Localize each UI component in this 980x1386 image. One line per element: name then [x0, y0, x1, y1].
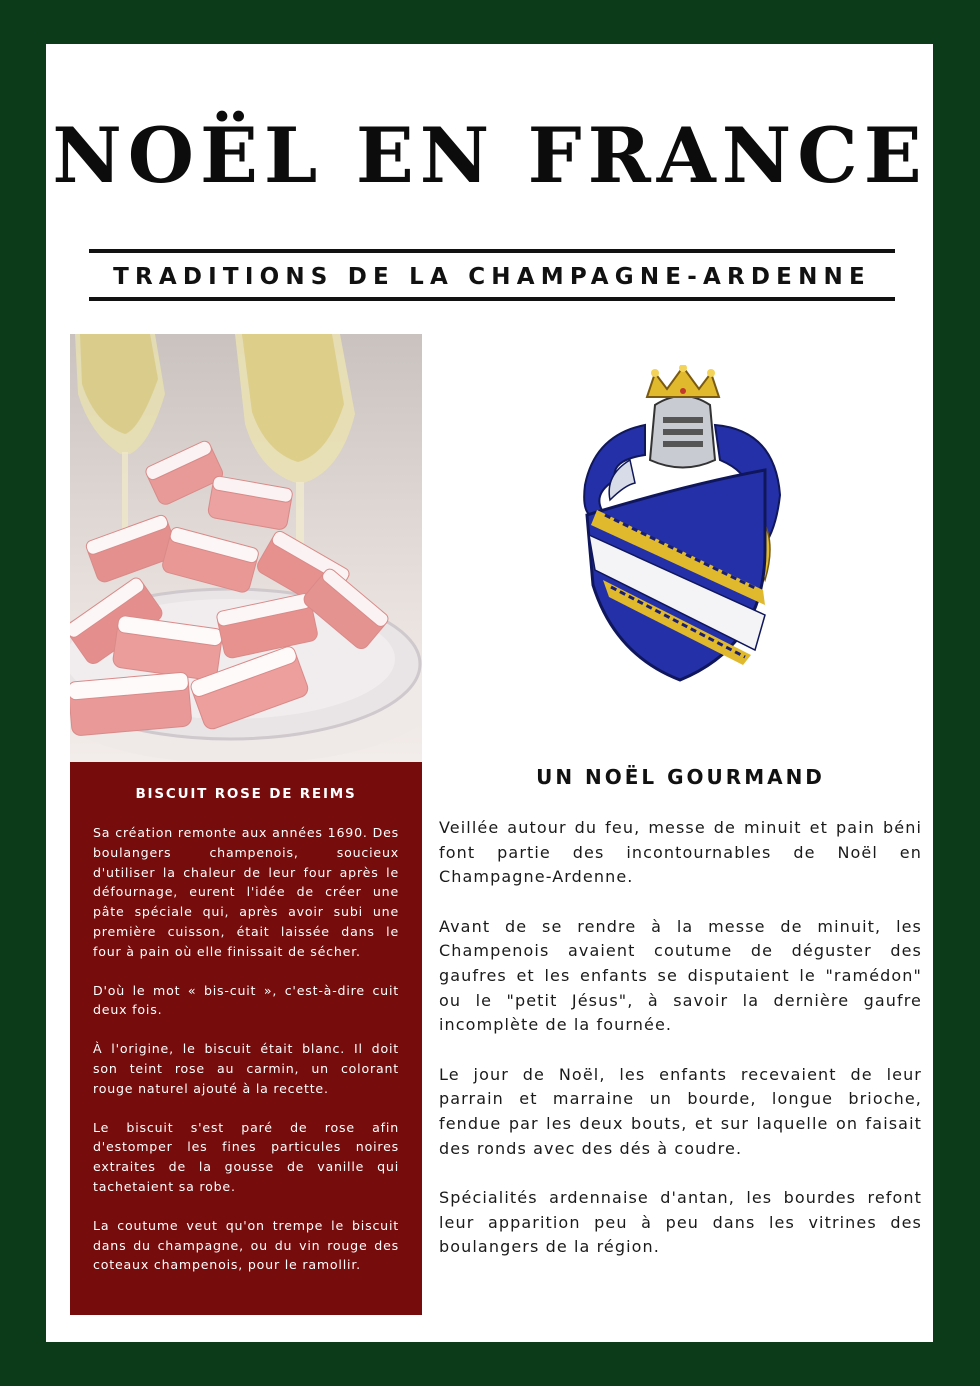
main-article [439, 762, 922, 1285]
panel-paragraph: La coutume veut qu'on trempe le biscuit dans du champagne, ou du vin rouge des coteaux champenois, pour le ramollir. [93, 1217, 399, 1273]
article-paragraph: Le jour de Noël, les enfants recevaient de leur parrain et marraine un bourde, longue brioche, fendue par les deux bouts, et sur laquelle on faisait des ronds avec des dés à coudre. [439, 1064, 922, 1158]
panel-paragraph: Le biscuit s'est paré de rose afin d'estomper les fines particules noires extraites de la gousse de vanille qui tachetaient sa robe. [93, 1119, 399, 1194]
page-title: NOËL EN FRANCE [52, 111, 928, 200]
page-sheet [46, 44, 933, 1342]
panel-paragraph: Sa création remonte aux années 1690. Des boulangers champenois, soucieux d'utiliser la chaleur de leur four après le défournage, eurent l'idée de créer une pâte spéciale qui, après avoir subi une première cuisson, était laissée dans le four à pain où elle finissait de sécher. [93, 825, 399, 959]
article-heading: UN NOËL GOURMAND [536, 765, 825, 789]
biscuit-photo [70, 334, 422, 762]
panel-heading: BISCUIT ROSE DE REIMS [135, 786, 357, 802]
article-paragraph: Avant de se rendre à la messe de minuit, les Champenois avaient coutume de déguster des gaufres et les enfants se disputaient le "ramédon" ou le "petit Jésus", à savoir la dernière gaufre incomplète de la fournée. [439, 916, 922, 1035]
coat-of-arms-emblem [575, 365, 790, 685]
title-rule-top [89, 249, 895, 253]
panel-paragraph: À l'origine, le biscuit était blanc. Il doit son teint rose au carmin, un colorant rouge naturel ajouté à la recette. [93, 1041, 399, 1096]
article-paragraph: Veillée autour du feu, messe de minuit et pain béni font partie des incontournables de Noël en Champagne-Ardenne. [439, 818, 922, 887]
panel-paragraph: D'où le mot « bis-cuit », c'est-à-dire cuit deux fois. [93, 982, 399, 1018]
biscuit-info-panel [70, 762, 422, 1315]
title-rule-bottom [89, 297, 895, 301]
page-subtitle: TRADITIONS DE LA CHAMPAGNE-ARDENNE [113, 264, 871, 290]
article-paragraph: Spécialités ardennaise d'antan, les bourdes refont leur apparition peu à peu dans les vitrines des boulangers de la région. [439, 1187, 922, 1257]
